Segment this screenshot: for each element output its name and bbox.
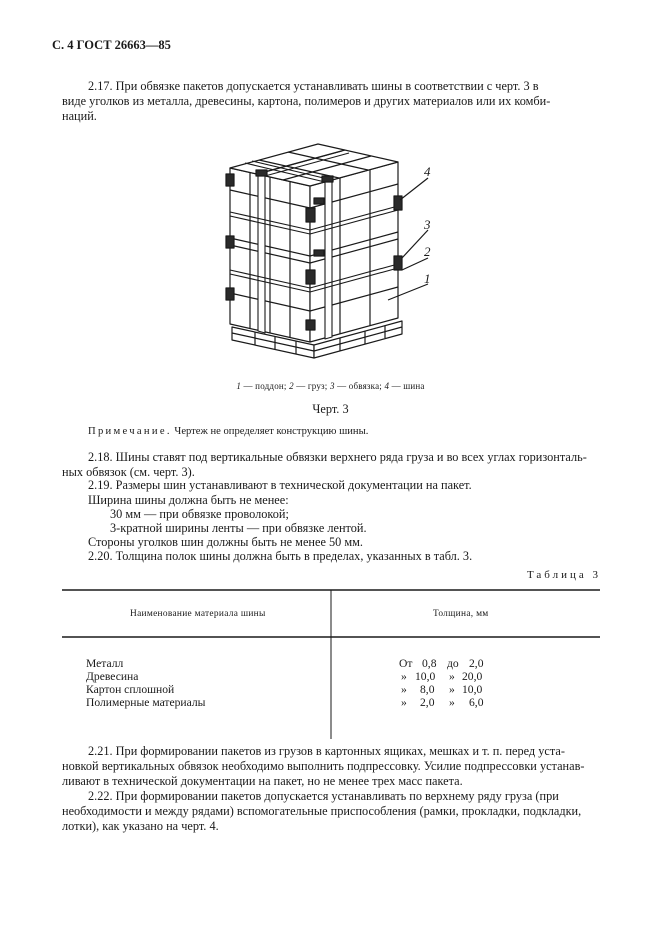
callout-1: 1 [424, 271, 431, 286]
note-text: Чертеж не определяет конструкцию шины. [171, 426, 369, 437]
table-title: Таблица 3 [526, 569, 601, 581]
row-4-prefix: » [401, 696, 407, 709]
p219-line-1: 2.19. Размеры шин устанавливают в технической документации на пакет. [88, 478, 472, 492]
figure-caption: Черт. 3 [312, 402, 349, 416]
legend-text-2: — груз; [293, 381, 330, 391]
legend-text-1: — поддон; [241, 381, 290, 391]
legend-num-3: 3 [329, 381, 335, 391]
legend-num-2: 2 [289, 381, 294, 391]
p217-line-3: наций. [62, 109, 97, 123]
p222-line-1: 2.22. При формировании пакетов допускается устанавливать по верхнему ряду груза (при [88, 789, 559, 803]
callout-2: 2 [424, 244, 431, 259]
row-2-to: 20,0 [462, 670, 483, 683]
row-material-3: Картон сплошной [86, 683, 175, 696]
p219-line-3: 30 мм — при обвязке проволокой; [110, 507, 289, 521]
legend-num-1: 1 [236, 381, 242, 391]
row-1-to: 2,0 [469, 657, 484, 670]
row-material-4: Полимерные материалы [86, 696, 206, 709]
row-2-prefix: » [401, 670, 407, 683]
figure-legend [0, 381, 661, 391]
row-1-from: 0,8 [422, 657, 437, 670]
col-header-material: Наименование материала шины [130, 609, 266, 619]
row-4-to: 6,0 [469, 696, 484, 709]
note-label: Примечание. [88, 426, 172, 437]
row-2-sep: » [449, 670, 455, 683]
row-3-sep: » [449, 683, 455, 696]
p219-line-2: Ширина шины должна быть не менее: [88, 493, 289, 507]
p221-line-1: 2.21. При формировании пакетов из грузов в картонных ящиках, мешках и т. п. перед уста- [88, 744, 565, 758]
p222-line-2: необходимости и между рядами) вспомогательные приспособления (рамки, прокладки, подкладки, [62, 804, 582, 818]
legend-num-4: 4 [384, 381, 390, 391]
row-2-from: 10,0 [415, 670, 436, 683]
p217-line-2: виде уголков из металла, древесины, картона, полимеров и других материалов или их комби- [62, 94, 551, 108]
note [88, 426, 368, 437]
row-4-from: 2,0 [420, 696, 435, 709]
pallet-drawing [0, 0, 661, 380]
row-1-sep: до [447, 657, 459, 670]
row-3-to: 10,0 [462, 683, 483, 696]
thickness-table [62, 589, 600, 739]
callout-3: 3 [424, 217, 431, 232]
p220-line-1: 2.20. Толщина полок шины должна быть в пределах, указанных в табл. 3. [88, 549, 473, 563]
row-3-prefix: » [401, 683, 407, 696]
p222-line-3: лотки), как указано на черт. 4. [62, 819, 219, 833]
col-header-thickness: Толщина, мм [433, 609, 489, 619]
p218-line-1: 2.18. Шины ставят под вертикальные обвязки верхнего ряда груза и во всех углах горизонталь- [88, 450, 587, 464]
legend-text-4: — шина [389, 381, 425, 391]
callout-4: 4 [424, 164, 431, 179]
row-1-prefix: От [399, 657, 413, 670]
row-3-from: 8,0 [420, 683, 435, 696]
page-header: С. 4 ГОСТ 26663—85 [52, 38, 171, 52]
p221-line-2: новкой вертикальных обвязок необходимо выполнить подпрессовку. Усилие подпрессовки устанав- [62, 759, 585, 773]
legend-text-3: — обвязка; [334, 381, 385, 391]
p217-line-1: 2.17. При обвязке пакетов допускается устанавливать шины в соответствии с черт. 3 в [88, 79, 539, 93]
p219-line-5: Стороны уголков шин должны быть не менее 50 мм. [88, 535, 364, 549]
p221-line-3: ливают в технической документации на пакет, но не менее трех масс пакета. [62, 774, 463, 788]
p219-line-4: 3-кратной ширины ленты — при обвязке лентой. [110, 521, 367, 535]
row-4-sep: » [449, 696, 455, 709]
row-material-1: Металл [86, 657, 124, 670]
p218-line-2: ных обвязок (см. черт. 3). [62, 465, 195, 479]
row-material-2: Древесина [86, 670, 139, 683]
